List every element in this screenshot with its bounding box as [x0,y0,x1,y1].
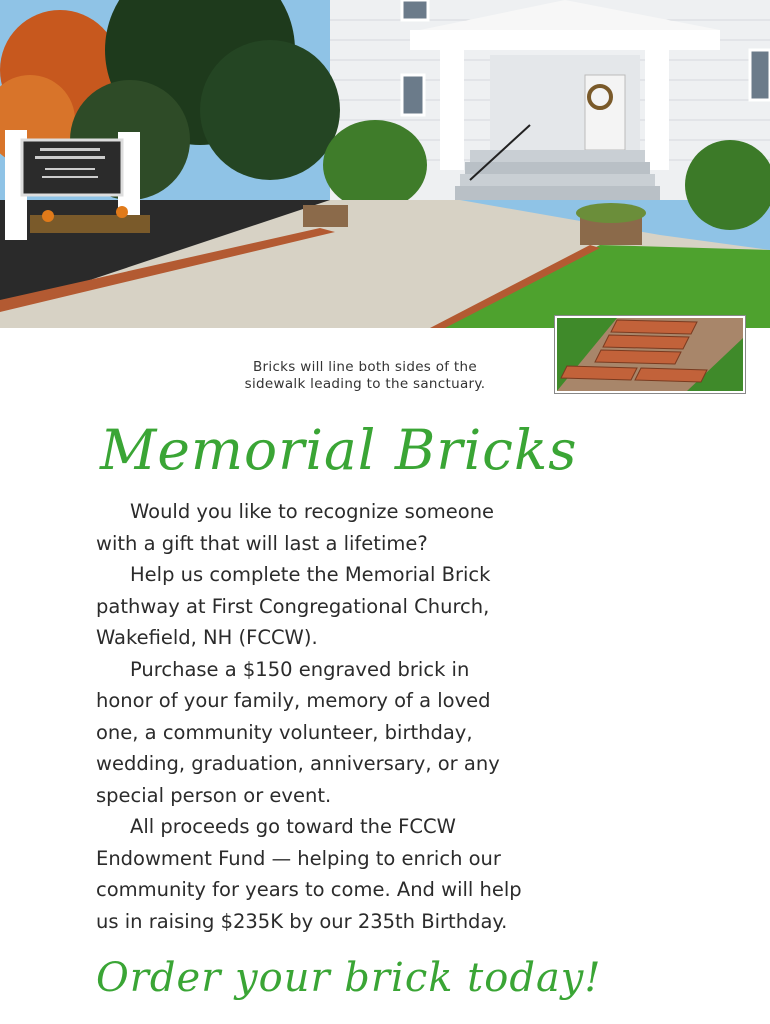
caption-line: Bricks will line both sides of the [253,359,477,375]
text-line: community for years to come. And will help [96,878,522,901]
text-line: Purchase a $150 engraved brick in [130,657,470,681]
text-line: pathway at First Congregational Church, [96,594,490,618]
text-line: Help us complete the Memorial Brick [130,563,491,586]
paragraph [96,811,696,937]
page-title: Memorial Bricks [100,418,578,482]
text-line: honor of your family, memory of a loved [96,689,491,712]
photo-caption [200,359,530,393]
text-line: with a gift that will last a lifetime? [96,531,428,555]
text-line: All proceeds go toward the FCCW [130,815,456,838]
church-photo [0,0,770,328]
text-line: us in raising $235K by our 235th Birthday. [96,909,508,933]
paragraph [96,559,696,654]
caption-line: sidewalk leading to the sanctuary. [244,376,486,392]
text-line: Wakefield, NH (FCCW). [96,626,318,649]
text-line: special person or event. [96,783,332,807]
text-line: wedding, graduation, anniversary, or any [96,752,500,775]
text-line: Would you like to recognize someone [130,500,495,523]
body-text [96,496,696,937]
call-to-action: Order your brick today! [96,955,602,1001]
paragraph [96,496,696,559]
engraved-bricks-photo [555,316,745,393]
paragraph [96,654,696,812]
text-line: one, a community volunteer, birthday, [96,720,473,744]
text-line: Endowment Fund — helping to enrich our [96,846,501,870]
